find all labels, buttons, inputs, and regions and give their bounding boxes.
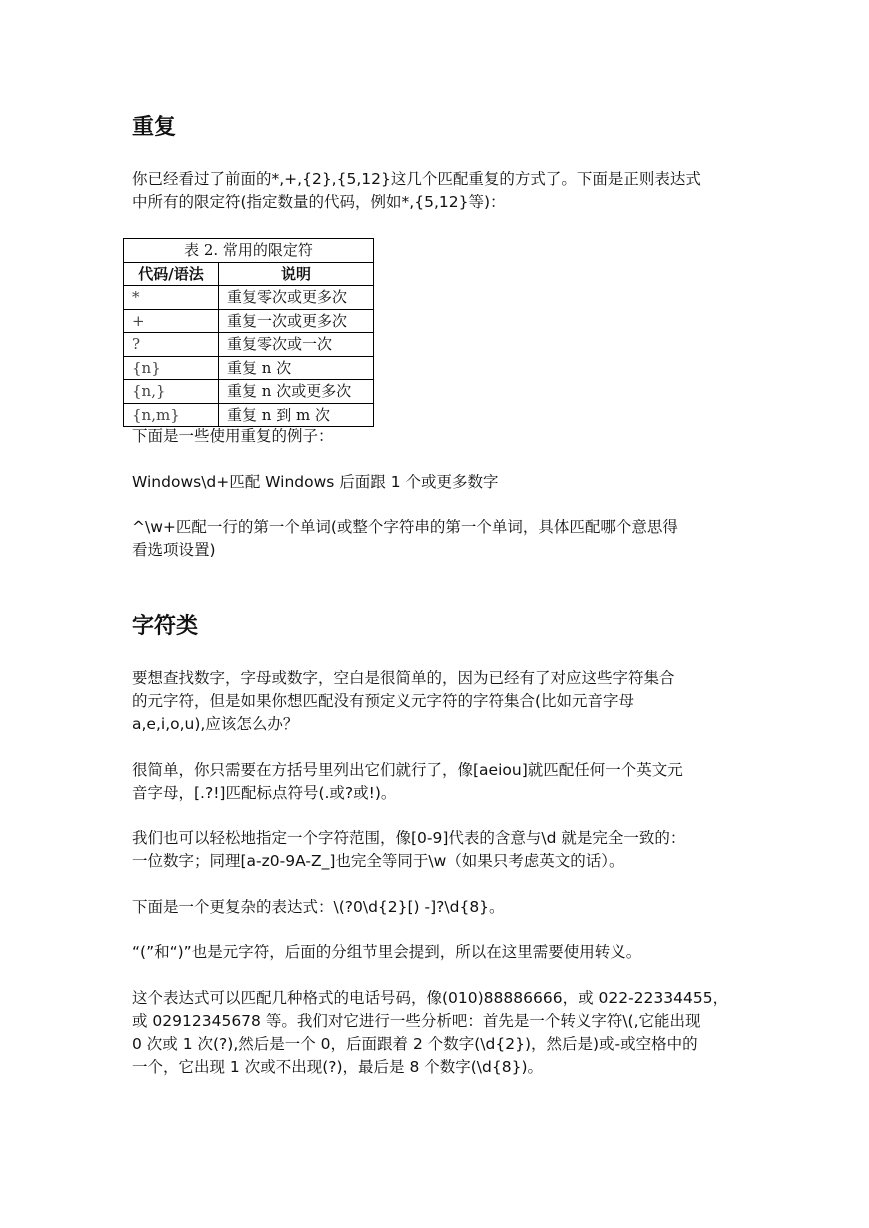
table-row [124,380,374,404]
examples-intro: 下面是一些使用重复的例子： [132,427,334,445]
table-row [124,286,374,310]
table-cell-desc: 重复 n 次 [219,356,374,380]
char-class-para-6 [132,987,742,1079]
table-cell-code: ? [124,333,219,357]
table-cell-desc: 重复 n 次或更多次 [219,380,374,404]
table-row [124,333,374,357]
table-caption: 表 2. 常用的限定符 [124,239,374,263]
table-row [124,356,374,380]
example-windows: Windows\d+匹配 Windows 后面跟 1 个或更多数字 [132,473,499,491]
text-line: 中所有的限定符(指定数量的代码，例如*,{5,12}等)： [132,193,506,211]
text-line: 音字母，[.?!]匹配标点符号(.或?或!)。 [132,784,397,802]
text-line: 很简单，你只需要在方括号里列出它们就行了，像[aeiou]就匹配任何一个英文元 [132,761,683,779]
char-class-para-3 [132,827,742,873]
repeat-intro [132,168,742,214]
text-line: 一个，它出现 1 次或不出现(?)，最后是 8 个数字(\d{8})。 [132,1058,543,1076]
table-cell-desc: 重复零次或一次 [219,333,374,357]
table-header: 代码/语法 [124,262,219,286]
example-word [132,516,742,562]
text-line: 这个表达式可以匹配几种格式的电话号码，像(010)88886666，或 022-22334455， [132,989,729,1007]
table-cell-code: * [124,286,219,310]
char-class-para-5: “(”和“)”也是元字符，后面的分组节里会提到，所以在这里需要使用转义。 [132,943,642,961]
table-row [124,309,374,333]
table-cell-code: + [124,309,219,333]
char-class-para-4: 下面是一个更复杂的表达式：\(?0\d{2}[) -]?\d{8}。 [132,898,505,916]
table-cell-desc: 重复一次或更多次 [219,309,374,333]
quantifier-table [123,238,374,427]
text-line: 或 02912345678 等。我们对它进行一些分析吧：首先是一个转义字符\(,它能出现 [132,1012,701,1030]
char-class-para-2 [132,759,742,805]
text-line: ^\w+匹配一行的第一个单词(或整个字符串的第一个单词，具体匹配哪个意思得 [132,518,678,536]
text-line: 看选项设置) [132,541,216,559]
table-header: 说明 [219,262,374,286]
table-header-row [124,262,374,286]
section-title-repeat: 重复 [132,115,177,140]
text-line: 你已经看过了前面的*,+,{2},{5,12}这几个匹配重复的方式了。下面是正则表达式 [132,170,701,188]
table-cell-desc: 重复 n 到 m 次 [219,403,374,427]
table-cell-code: {n} [124,356,219,380]
text-line: a,e,i,o,u),应该怎么办？ [132,715,299,733]
table-row [124,403,374,427]
section-title-char-class: 字符类 [132,614,199,639]
char-class-para-1 [132,667,742,736]
text-line: 要想查找数字，字母或数字，空白是很简单的，因为已经有了对应这些字符集合 [132,669,675,687]
table-cell-code: {n,} [124,380,219,404]
table-cell-desc: 重复零次或更多次 [219,286,374,310]
table-cell-code: {n,m} [124,403,219,427]
text-line: 一位数字；同理[a-z0-9A-Z_]也完全等同于\w（如果只考虑英文的话）。 [132,852,625,870]
text-line: 0 次或 1 次(?),然后是一个 0，后面跟着 2 个数字(\d{2})，然后是)或-或空格中的 [132,1035,698,1053]
text-line: 我们也可以轻松地指定一个字符范围，像[0-9]代表的含意与\d 就是完全一致的： [132,829,686,847]
text-line: 的元字符，但是如果你想匹配没有预定义元字符的字符集合(比如元音字母 [132,692,635,710]
